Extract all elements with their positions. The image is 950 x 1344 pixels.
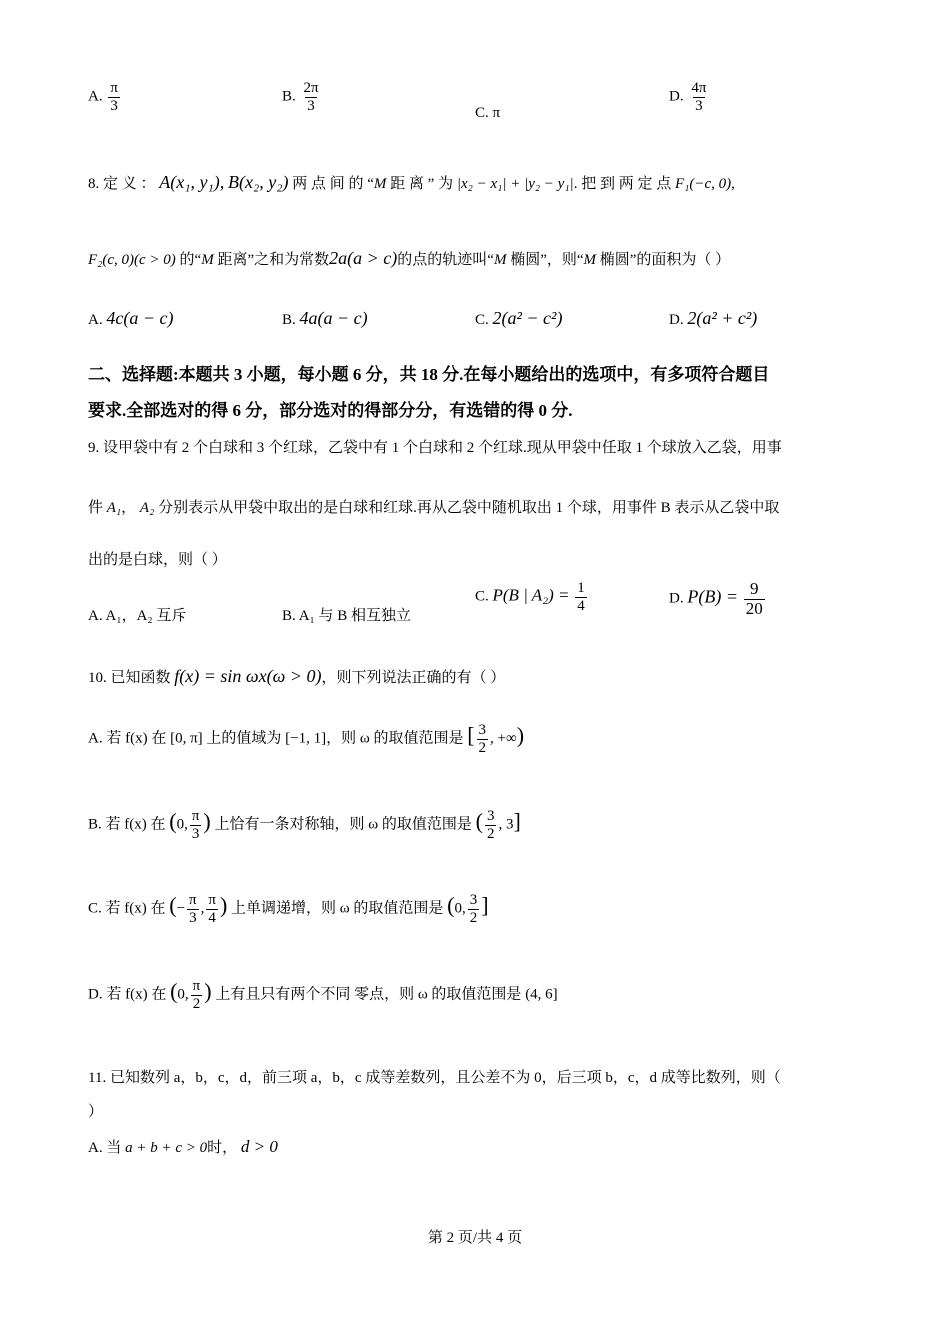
text: 距离”之和为常数 (217, 252, 330, 268)
math-m: M (201, 252, 214, 268)
text: ，则下列说法正确的有（ ） (321, 670, 506, 686)
q9-stem-line3: 出的是白球，则（ ） (88, 552, 227, 568)
math-m: M (583, 252, 597, 268)
option-text: 上有且只有两个不同 零点，则 ω 的取值范围是 (4, 6] (215, 986, 558, 1003)
text: . 把 到 两 定 点 (573, 176, 672, 192)
option-label: D. (669, 312, 684, 328)
section2-heading-line1: 二、选择题:本题共 3 小题，每小题 6 分，共 18 分.在每小题给出的选项中，有多项符合题目 (88, 365, 770, 384)
numerator: π (192, 978, 201, 994)
condition: a + b + c > 0 (125, 1140, 208, 1156)
option-label: B. (282, 312, 296, 328)
text: 两 点 间 的 “ (292, 176, 374, 192)
q10-option-b: B. 若 f(x) 在 (0, $\frac{\pi}{3}$ ) 上恰有一条对称轴，则 ω 的取值范围是 ( $\frac{3}{2}$ , 3] (88, 808, 521, 842)
option-value: π (492, 105, 501, 121)
text: 分别表示从甲袋中取出的是白球和红球.再从乙袋中随机取出 1 个球，用事件 B 表示从乙袋中取 (158, 500, 780, 516)
text: 时， (207, 1140, 238, 1156)
denominator: 3 (110, 97, 118, 114)
text: 椭圆”，则“ (510, 252, 584, 268)
q11-option-a (88, 1136, 278, 1157)
q8-stem-line1 (88, 172, 735, 193)
q9-option-a (88, 604, 186, 625)
interval-tail: , +∞ (490, 730, 517, 747)
denominator: 3 (189, 909, 197, 926)
bracket-right: ) (516, 722, 525, 748)
function-definition: f(x) = sin ωx(ω > 0) (174, 666, 322, 686)
probability-expression: P(B | A₂) = (492, 585, 570, 605)
page-footer: 第 2 页/共 4 页 (427, 1230, 523, 1246)
text: 距 离 ” 为 (390, 176, 454, 192)
option-value: 2(a² + c²) (687, 308, 758, 328)
point-a: A(x₁, y₁), (159, 172, 225, 192)
option-label: B. (282, 88, 296, 105)
denominator: 2 (478, 739, 487, 756)
fraction (477, 722, 489, 756)
q9-option-d (669, 580, 767, 618)
text: 件 (88, 500, 104, 516)
text: 的点的轨迹叫“ (397, 252, 494, 268)
event-a1: A₁ (106, 500, 122, 516)
fraction (575, 580, 587, 614)
option-text: D. 若 f(x) 在 (88, 986, 167, 1003)
result: d > 0 (240, 1137, 278, 1156)
bracket-right: ) (203, 808, 211, 834)
fraction (108, 80, 120, 114)
math-m: M (373, 176, 387, 192)
q9-stem-line2 (88, 496, 779, 517)
text: 定 义 ： (103, 176, 156, 192)
numerator: 1 (577, 580, 585, 596)
q9-option-b (282, 604, 411, 625)
fraction (468, 892, 480, 926)
option-label: A. (88, 608, 103, 624)
q9-option-c (475, 580, 589, 614)
q8-option-d (669, 308, 757, 329)
q11-stem-line2: ） (88, 1104, 104, 1120)
numerator: 3 (486, 808, 495, 824)
denominator: 4 (577, 597, 585, 614)
denominator: 2 (486, 825, 495, 842)
denominator: 3 (307, 97, 315, 114)
bracket-left: [ (467, 722, 475, 748)
section2-heading-line2: 要求.全部选对的得 6 分，部分选对的得部分分，有选错的得 0 分. (88, 401, 573, 420)
denominator: 20 (745, 598, 763, 618)
bracket-left: ( (169, 808, 177, 834)
option-text: C. 若 f(x) 在 (88, 900, 166, 917)
math-m: M (493, 252, 507, 268)
option-label: B. (282, 608, 296, 624)
numerator: 4π (691, 80, 707, 96)
numerator: π (208, 892, 216, 908)
option-label: C. (475, 312, 489, 328)
option-text: 上单调递增，则 ω 的取值范围是 (231, 900, 444, 917)
bracket-left: ( (475, 808, 483, 834)
option-text: 上恰有一条对称轴，则 ω 的取值范围是 (214, 816, 472, 833)
q10-option-a (88, 722, 524, 756)
option-label: A. (88, 88, 103, 105)
bracket-right: ] (513, 808, 521, 834)
option-label: C. (475, 588, 489, 605)
fraction (302, 80, 321, 114)
denominator: 2 (469, 909, 478, 926)
fraction (187, 892, 199, 926)
q7-option-b (282, 80, 323, 114)
numerator: 3 (469, 892, 478, 908)
focus-f1: F₁(−c, 0), (674, 176, 735, 192)
constant-expression: 2a(a > c) (329, 248, 398, 268)
point-b: B(x₂, y₂) (228, 172, 289, 192)
option-text: A. 若 f(x) 在 [0, π] 上的值域为 [−1, 1]，则 ω 的取值范围是 (88, 730, 464, 747)
text: 的“ (179, 252, 202, 268)
q8-option-c (475, 308, 562, 329)
bracket-right: ) (204, 978, 212, 1004)
option-label: A. (88, 312, 103, 328)
text: ， (121, 500, 137, 516)
option-label: D. (669, 590, 684, 607)
q11-stem-line1: 11. 已知数列 a，b，c，d，前三项 a，b，c 成等差数列，且公差不为 0，后三项 b，c，d 成等比数列，则（ (88, 1070, 781, 1086)
fraction (206, 892, 218, 926)
option-value: A₁，A₂ 互斥 (105, 608, 187, 624)
text: 椭圆”的面积为（ ） (599, 252, 731, 268)
question-number: 8. (88, 176, 100, 192)
fraction (190, 808, 202, 842)
numerator: π (110, 80, 118, 96)
option-value: 4a(a − c) (299, 308, 368, 328)
numerator: 2π (303, 80, 319, 96)
q9-stem-line1: 9. 设甲袋中有 2 个白球和 3 个红球，乙袋中有 1 个白球和 2 个红球.现从甲袋中任取 1 个球放入乙袋，用事 (88, 440, 782, 456)
numerator: π (189, 892, 197, 908)
option-label: D. (669, 88, 684, 105)
fraction (485, 808, 497, 842)
fraction (744, 580, 765, 618)
fraction (689, 80, 708, 114)
numerator: 9 (749, 579, 759, 598)
numerator: π (191, 808, 200, 824)
q7-option-c (475, 105, 500, 122)
q10-option-c: C. 若 f(x) 在 (− $\frac{\pi}{3}$ , $\frac{\pi}{4}$ ) 上单调递增，则 ω 的取值范围是 (0, $\frac{3}{2}$ ] (88, 892, 489, 926)
numerator: 3 (478, 722, 487, 738)
q10-option-d: D. 若 f(x) 在 (0, $\frac{\pi}{2}$ ) 上有且只有两个不同 零点，则 ω 的取值范围是 (4, 6] (88, 978, 558, 1012)
option-label: C. (475, 105, 489, 121)
bracket-left: ( (169, 892, 177, 918)
denominator: 2 (192, 995, 201, 1012)
option-value: 2(a² − c²) (492, 308, 563, 328)
text: 10. 已知函数 (88, 670, 171, 686)
denominator: 3 (695, 97, 703, 114)
option-label: A. 当 (88, 1140, 122, 1156)
event-a2: A₂ (139, 500, 155, 516)
interval-tail: , 3 (498, 816, 514, 833)
q8-stem-line2 (88, 248, 730, 269)
probability-expression: P(B) = (687, 586, 738, 607)
bracket-right: ] (481, 892, 489, 918)
denominator: 3 (191, 825, 200, 842)
bracket-left: ( (170, 978, 178, 1004)
bracket-right: ) (219, 892, 228, 918)
option-value: A₁ 与 B 相互独立 (298, 608, 412, 624)
fraction (191, 978, 203, 1012)
option-text: B. 若 f(x) 在 (88, 816, 166, 833)
denominator: 4 (208, 909, 216, 926)
bracket-left: ( (447, 892, 455, 918)
option-value: 4c(a − c) (106, 308, 174, 328)
q8-option-b (282, 308, 368, 329)
q7-option-d (669, 80, 710, 114)
focus-f2: F₂(c, 0)(c > 0) (88, 252, 176, 268)
q7-option-a (88, 80, 122, 114)
q8-option-a (88, 308, 173, 329)
distance-formula: |x₂ − x₁| + |y₂ − y₁| (456, 176, 574, 192)
q10-stem (88, 666, 505, 687)
